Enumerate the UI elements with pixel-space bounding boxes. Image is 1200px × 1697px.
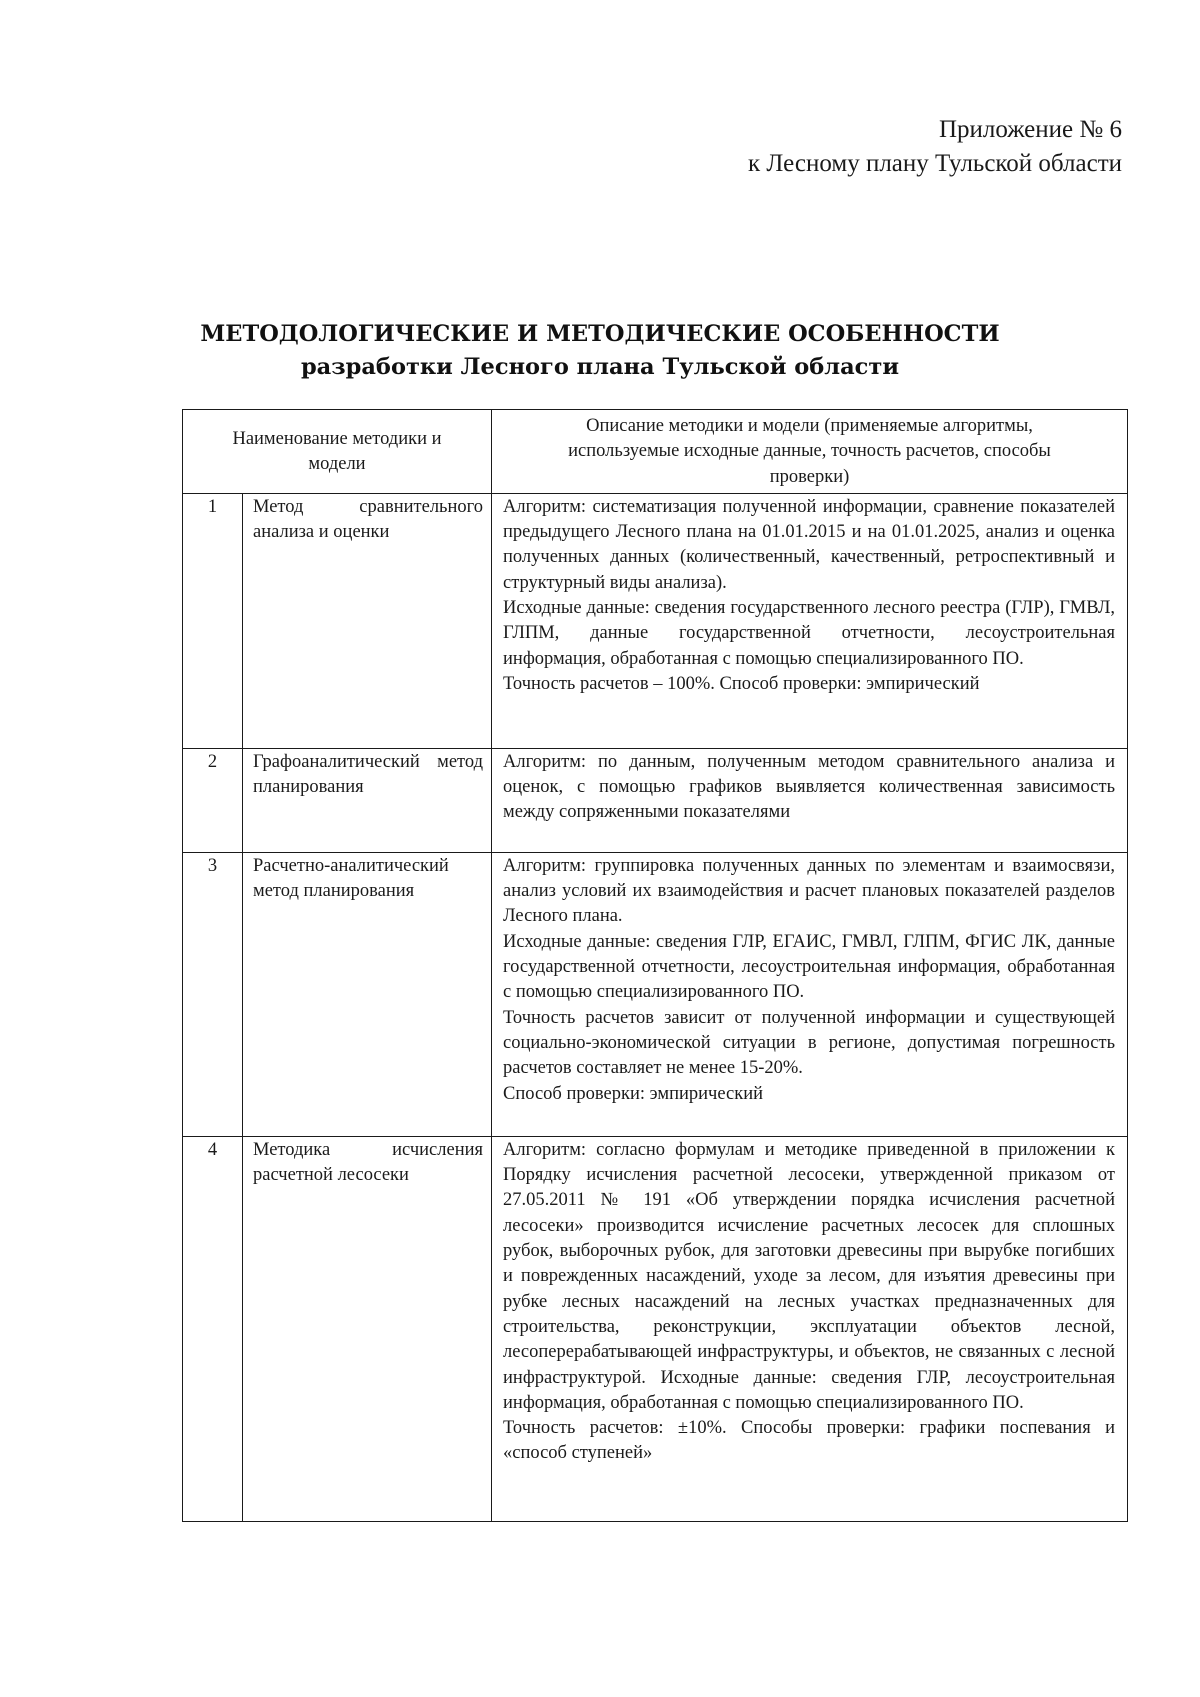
row-number: 4 <box>183 1136 243 1521</box>
method-description <box>492 748 1128 852</box>
description-paragraph: Точность расчетов – 100%. Способ проверки: эмпирический <box>503 673 980 694</box>
description-paragraph: Алгоритм: систематизация полученной информации, сравнение показателей предыдущего Лесного плана на 01.01.2015 и на 01.01.2025, анализ и оценка полученных данных (количественный, качественный, ретроспективный и структурный виды анализа). <box>503 496 1116 593</box>
description-paragraph: Способ проверки: эмпирический <box>503 1083 764 1104</box>
method-name: Методика исчисления расчетной лесосеки <box>243 1136 492 1521</box>
method-description <box>492 493 1128 748</box>
method-name: Графоаналитический метод планирования <box>243 748 492 852</box>
description-paragraph: Точность расчетов: ±10%. Способы проверки: графики поспевания и «способ ступеней» <box>503 1418 1116 1464</box>
description-paragraph: Исходные данные: сведения государственного лесного реестра (ГЛР), ГМВЛ, ГЛПМ, данные государственной отчетности, лесоустроительная информация, обработанная с помощью специализированного ПО. <box>503 598 1116 669</box>
row-number: 2 <box>183 748 243 852</box>
methods-table <box>182 409 1128 1522</box>
row-number: 3 <box>183 852 243 1136</box>
description-paragraph: Алгоритм: группировка полученных данных по элементам и взаимосвязи, анализ условий их взаимодействия и расчет плановых показателей разделов Лесного плана. <box>503 855 1116 927</box>
table-row <box>183 493 1128 748</box>
appendix-number: Приложение № 6 <box>938 116 1122 143</box>
method-description <box>492 852 1128 1136</box>
appendix-subtitle: к Лесному плану Тульской области <box>747 150 1122 177</box>
table-row <box>183 852 1128 1136</box>
table-row <box>183 1136 1128 1521</box>
title-main: МЕТОДОЛОГИЧЕСКИЕ И МЕТОДИЧЕСКИЕ ОСОБЕННОСТИ <box>200 321 1000 347</box>
header-method-name: Наименование методики и модели <box>183 410 492 494</box>
method-description <box>492 1136 1128 1521</box>
method-name: Расчетно-аналитический метод планирования <box>243 852 492 1136</box>
row-number: 1 <box>183 493 243 748</box>
appendix-reference <box>748 113 1122 181</box>
description-paragraph: Алгоритм: по данным, полученным методом сравнительного анализа и оценок, с помощью графиков выявляется количественная зависимость между сопряженными показателями <box>503 751 1116 823</box>
description-paragraph: Исходные данные: сведения ГЛР, ЕГАИС, ГМВЛ, ГЛПМ, ФГИС ЛК, данные государственной отчетности, лесоустроительная информация, обработанная с помощью специализированного ПО. <box>503 931 1116 1003</box>
header-method-description: Описание методики и модели (применяемые алгоритмы, используемые исходные данные, точность расчетов, способы проверки) <box>492 410 1128 494</box>
table-header-row <box>183 410 1128 494</box>
description-paragraph: Точность расчетов зависит от полученной информации и существующей социально-экономической ситуации в регионе, допустимая погрешность расчетов составляет не менее 15-20%. <box>503 1007 1116 1079</box>
method-name: Метод сравнительного анализа и оценки <box>243 493 492 748</box>
table-row <box>183 748 1128 852</box>
title-sub: разработки Лесного плана Тульской области <box>300 354 900 380</box>
description-paragraph: Алгоритм: согласно формулам и методике приведенной в приложении к Порядку исчисления расчетной лесосеки, утвержденной приказом от 27.05.2011 № 191 «Об утверждении порядка исчисления расчетной лесосеки» производится исчисление расчетных лесосек для сплошных рубок, выборочных рубок, для заготовки древесины при вырубке погибших и поврежденных насаждений, уходе за лесом, для изъятия древесины при рубке лесных насаждений на лесных участках предназначенных для строительства, реконструкции, эксплуатации объектов лесной, лесоперерабатывающей инфраструктуры, и объектов, не связанных с лесной инфраструктурой. Исходные данные: сведения ГЛР, лесоустроительная информация, обработанная с помощью специализированного ПО. <box>503 1139 1116 1413</box>
document-title <box>0 318 1200 384</box>
